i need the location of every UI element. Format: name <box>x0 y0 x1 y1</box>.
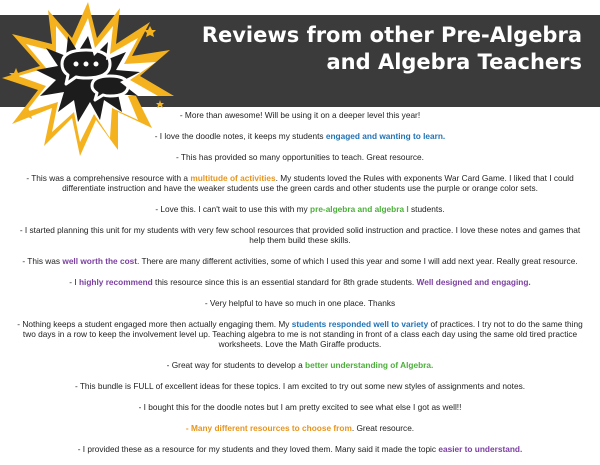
review-item <box>14 152 586 162</box>
review-item <box>14 256 586 266</box>
review-text: - This bundle is FULL of excellent ideas for these topics. I am excited to try out some new styles of assignments and notes. <box>74 381 526 391</box>
review-item <box>14 402 586 412</box>
review-text: - I <box>69 277 79 287</box>
review-item <box>14 204 586 214</box>
review-text: - Very helpful to have so much in one place. Thanks <box>204 298 396 308</box>
review-text: - More than awesome! Will be using it on a deeper level this year! <box>179 110 421 120</box>
review-highlight: well worth the cost <box>62 256 138 266</box>
review-item <box>14 319 586 349</box>
review-text: - This was a comprehensive resource with a <box>26 173 191 183</box>
review-highlight: engaged and wanting to learn. <box>325 131 446 141</box>
review-highlight: easier to understand. <box>438 444 523 454</box>
review-text: - I love the doodle notes, it keeps my students <box>154 131 326 141</box>
review-item <box>14 444 586 454</box>
review-item <box>14 225 586 245</box>
review-text: - This was <box>22 256 63 266</box>
review-highlight: better understanding of Algebra. <box>305 360 434 370</box>
title-line-2: and Algebra Teachers <box>326 50 582 74</box>
review-text: - Nothing keeps a student engaged more then actually engaging them. My <box>17 319 292 329</box>
review-highlight: students responded well to variety <box>291 319 429 329</box>
title-line-1: Reviews from other Pre-Algebra <box>201 23 582 47</box>
review-item <box>14 277 586 287</box>
review-text: . My students loved the Rules with exponents War Card Game. I liked that I could differentiate instruction and have the weaker students use the green cards and other students use the purple or orange color sets. <box>62 173 574 193</box>
review-item <box>14 381 586 391</box>
review-text: - This has provided so many opportunities to teach. Great resource. <box>176 152 424 162</box>
review-text: . There are many different activities, some of which I used this year and some I will add next year. Really great resource. <box>137 256 578 266</box>
review-item <box>14 110 586 120</box>
review-item <box>14 173 586 193</box>
review-highlight: highly recommend <box>78 277 153 287</box>
review-highlight: multitude of activities <box>190 173 276 183</box>
review-text: this resource since this is an essential standard for 8th grade students. <box>152 277 417 287</box>
review-text: . Great resource. <box>351 423 415 433</box>
review-highlight: - Many different resources to choose from <box>185 423 352 433</box>
review-item <box>14 423 586 433</box>
review-item <box>14 131 586 141</box>
review-highlight: Well designed and engaging. <box>416 277 531 287</box>
review-highlight: pre-algebra and algebra I <box>310 204 409 214</box>
reviews-list <box>14 110 586 465</box>
review-text: - I started planning this unit for my students with very few school resources that provided solid instruction and practice. I love these notes and games that help them build these skills. <box>19 225 581 245</box>
review-text: - I provided these as a resource for my students and they loved them. Many said it made the topic <box>77 444 439 454</box>
page-title <box>182 22 582 76</box>
review-text: of practices. I try not to do the same thing two days in a row to keep the involvement level up. Teaching algebra to me is not standing in front of a class each day using the same old tired practice worksheets. Love the Math Giraffe products. <box>22 319 583 349</box>
review-text: - Love this. I can't wait to use this with my <box>155 204 311 214</box>
review-text: - I bought this for the doodle notes but I am pretty excited to see what else I got as well!! <box>138 402 462 412</box>
review-item <box>14 298 586 308</box>
review-text: students. <box>408 204 445 214</box>
review-text: - Great way for students to develop a <box>166 360 306 370</box>
review-item <box>14 360 586 370</box>
